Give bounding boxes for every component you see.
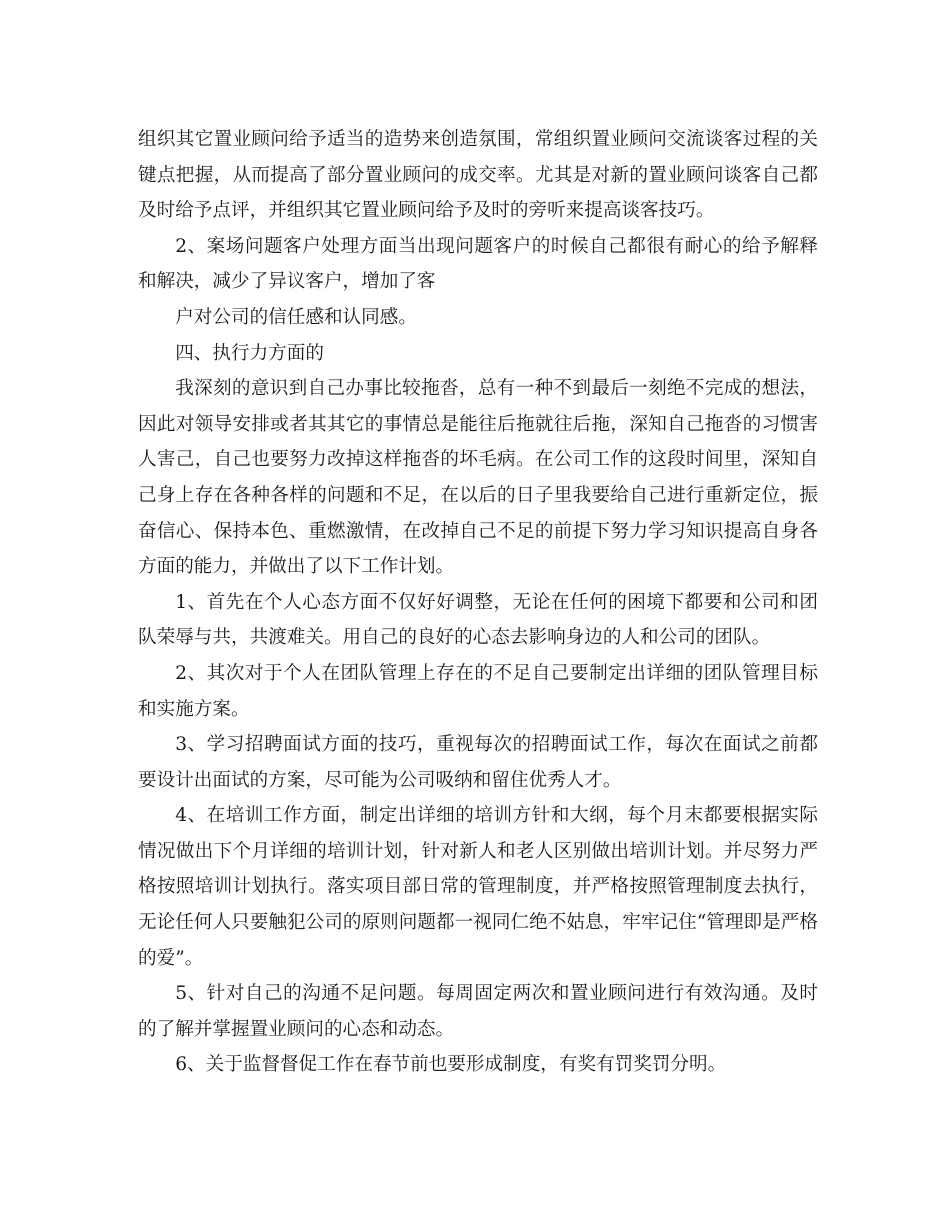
paragraph-3: 户对公司的信任感和认同感。 [175,306,417,328]
paragraph-5: 我深刻的意识到自己办事比较拖沓，总有一种不到最后一刻绝不完成的想法，因此对领导安排或者其其它的事情总是能往后拖就往后拖，深知自己拖沓的习惯害人害己，自己也要努力改掉这样拖沓的坏毛病。在公司工作的这段时间里，深知自己身上存在各种各样的问题和不足，在以后的日子里我要给自己进行重新定位，振奋信心、保持本色、重燃激情，在改掉自己不足的前提下努力学习知识提高自身各方面的能力，并做出了以下工作计划。 [138,378,818,578]
plan-item-3: 3、学习招聘面试方面的技巧，重视每次的招聘面试工作，每次在面试之前都要设计出面试的方案，尽可能为公司吸纳和留住优秀人才。 [138,734,818,791]
plan-item-2: 2、其次对于个人在团队管理上存在的不足自己要制定出详细的团队管理目标和实施方案。 [138,662,818,720]
paragraph-1: 组织其它置业顾问给予适当的造势来创造氛围，常组织置业顾问交流谈客过程的关键点把握，从而提高了部分置业顾问的成交率。尤其是对新的置业顾问谈客自己都及时给予点评，并组织其它置业顾问给予及时的旁听来提高谈客技巧。 [138,129,818,222]
plan-item-4: 4、在培训工作方面，制定出详细的培训方针和大纲，每个月末都要根据实际情况做出下个月详细的培训计划，针对新人和老人区别做出培训计划。并尽努力严格按照培训计划执行。落实项目部日常的管理制度，并严格按照管理制度去执行，无论任何人只要触犯公司的原则问题都一视同仁绝不姑息，牢牢记住“管理即是严格的爱”。 [138,805,818,969]
plan-item-5: 5、针对自己的沟通不足问题。每周固定两次和置业顾问进行有效沟通。及时的了解并掌握置业顾问的心态和动态。 [138,983,818,1040]
plan-item-6: 6、关于监督督促工作在春节前也要形成制度，有奖有罚奖罚分明。 [175,1054,727,1076]
document-body [138,122,818,1083]
paragraph-2: 2、案场问题客户处理方面当出现问题客户的时候自己都很有耐心的给予解释和解决，减少了异议客户，增加了客 [138,235,818,293]
section-heading-execution: 四、执行力方面的 [175,342,324,364]
plan-item-1: 1、首先在个人心态方面不仅好好调整，无论在任何的困境下都要和公司和团队荣辱与共，共渡难关。用自己的良好的心态去影响身边的人和公司的团队。 [138,591,818,649]
